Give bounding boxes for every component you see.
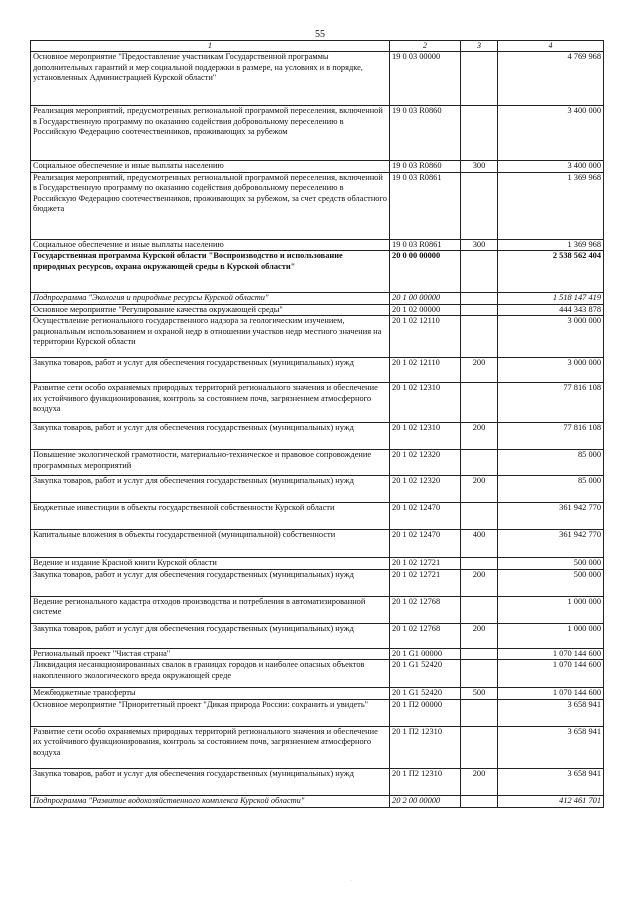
row-description: Ликвидация несанкционированных свалок в границах городов и наиболее опасных объектов накопленного экологического вреда окружающей среде [31,660,390,688]
row-description: Закупка товаров, работ и услуг для обеспечения государственных (муниципальных) нужд [31,768,390,795]
row-amount: 444 343 878 [498,304,604,316]
table-row [31,476,604,503]
table-row [31,172,604,239]
table-row [31,699,604,726]
row-amount: 361 942 770 [498,530,604,558]
row-expense-type [461,52,498,106]
row-amount: 1 070 144 600 [498,648,604,660]
row-code: 19 0 03 00000 [390,52,461,106]
row-amount: 361 942 770 [498,503,604,530]
row-amount: 3 658 941 [498,726,604,768]
table-row [31,530,604,558]
row-description: Реализация мероприятий, предусмотренных региональной программой переселения, включенной в Государственную программу по оказанию содействия добровольному переселению в Российскую Федерацию соотечественников, проживающих за рубежом [31,106,390,161]
row-description: Реализация мероприятий, предусмотренных региональной программой переселения, включенной в Государственную программу по оказанию содействия добровольному переселению в Российскую Федерацию соотечественников, проживающих за рубежом, за счет средств областного бюджета [31,172,390,239]
row-description: Закупка товаров, работ и услуг для обеспечения государственных (муниципальных) нужд [31,623,390,648]
row-expense-type [461,172,498,239]
row-expense-type [461,304,498,316]
row-description: Основное мероприятие "Предоставление участникам Государственной программы дополнительных гарантий и мер социальной поддержки в размере, на условиях и в порядке, установленных Администрацией Курской области" [31,52,390,106]
row-description: Развитие сети особо охраняемых природных территорий регионального значения и обеспечение их устойчивого функционирования, контроль за состоянием почв, загрязнением атмосферного воздуха [31,726,390,768]
row-description: Основное мероприятие "Приоритетный проект "Дикая природа России: сохранить и увидеть" [31,699,390,726]
table-row [31,688,604,700]
row-code: 20 1 02 12768 [390,623,461,648]
row-code: 20 1 П2 00000 [390,699,461,726]
row-description: Подпрограмма "Экология и природные ресурсы Курской области" [31,293,390,305]
header-col-2: 2 [390,41,461,52]
row-description: Социальное обеспечение и иные выплаты населению [31,161,390,173]
row-code: 19 0 03 R0861 [390,239,461,251]
row-expense-type: 200 [461,423,498,450]
row-amount: 77 816 108 [498,383,604,423]
row-expense-type [461,251,498,293]
row-code: 20 1 02 12310 [390,423,461,450]
row-expense-type: 200 [461,623,498,648]
row-expense-type: 500 [461,688,498,700]
row-amount: 1 070 144 600 [498,688,604,700]
table-row [31,304,604,316]
row-expense-type: 300 [461,161,498,173]
row-code: 20 1 G1 00000 [390,648,461,660]
row-description: Ведение и издание Красной книги Курской области [31,558,390,570]
row-code: 20 1 02 12721 [390,569,461,596]
row-description: Региональный проект "Чистая страна" [31,648,390,660]
row-code: 20 1 02 12470 [390,530,461,558]
row-amount: 85 000 [498,450,604,476]
row-description: Государственная программа Курской области "Воспроизводство и использование природных ресурсов, охрана окружающей среды в Курской области" [31,251,390,293]
table-row [31,251,604,293]
row-code: 20 2 00 00000 [390,795,461,807]
row-amount: 1 070 144 600 [498,660,604,688]
row-code: 20 0 00 00000 [390,251,461,293]
row-amount: 500 000 [498,569,604,596]
row-expense-type: 200 [461,358,498,383]
row-code: 20 1 02 12320 [390,476,461,503]
table-row [31,648,604,660]
row-code: 20 1 П2 12310 [390,768,461,795]
row-expense-type [461,726,498,768]
table-row [31,450,604,476]
row-expense-type [461,795,498,807]
table-row [31,660,604,688]
row-code: 20 1 02 12110 [390,316,461,358]
row-description: Закупка товаров, работ и услуг для обеспечения государственных (муниципальных) нужд [31,476,390,503]
table-row [31,106,604,161]
table-row [31,52,604,106]
row-code: 20 1 П2 12310 [390,726,461,768]
row-amount: 3 000 000 [498,358,604,383]
row-code: 20 1 G1 52420 [390,688,461,700]
row-description: Бюджетные инвестиции в объекты государственной собственности Курской области [31,503,390,530]
row-amount: 412 461 701 [498,795,604,807]
table-row [31,358,604,383]
row-description: Капитальные вложения в объекты государственной (муниципальной) собственности [31,530,390,558]
table-row [31,726,604,768]
table-row [31,239,604,251]
header-col-4: 4 [498,41,604,52]
row-expense-type [461,596,498,623]
row-expense-type [461,648,498,660]
header-col-1: 1 [31,41,390,52]
row-description: Развитие сети особо охраняемых природных территорий регионального значения и обеспечение их устойчивого функционирования, контроль за состоянием почв, загрязнением атмосферного воздуха [31,383,390,423]
row-expense-type: 200 [461,476,498,503]
row-expense-type [461,316,498,358]
table-row [31,596,604,623]
row-description: Закупка товаров, работ и услуг для обеспечения государственных (муниципальных) нужд [31,423,390,450]
row-expense-type: 200 [461,768,498,795]
row-description: Социальное обеспечение и иные выплаты населению [31,239,390,251]
row-amount: 1 000 000 [498,596,604,623]
table-row [31,503,604,530]
row-description: Осуществление регионального государственного надзора за геологическим изучением, рациональным использованием и охраной недр в отношении участков недр местного значения на территории Курской области [31,316,390,358]
row-description: Межбюджетные трансферты [31,688,390,700]
row-description: Закупка товаров, работ и услуг для обеспечения государственных (муниципальных) нужд [31,358,390,383]
row-expense-type [461,106,498,161]
row-code: 20 1 02 12721 [390,558,461,570]
row-amount: 3 400 000 [498,106,604,161]
row-amount: 3 400 000 [498,161,604,173]
table-row [31,569,604,596]
header-col-3: 3 [461,41,498,52]
row-amount: 4 769 968 [498,52,604,106]
row-amount: 3 658 941 [498,768,604,795]
row-amount: 2 538 562 404 [498,251,604,293]
row-code: 19 0 03 R0860 [390,106,461,161]
row-expense-type [461,293,498,305]
row-description: Повышение экологической грамотности, материально-техническое и правовое сопровождение программных мероприятий [31,450,390,476]
row-expense-type [461,699,498,726]
row-amount: 3 000 000 [498,316,604,358]
row-code: 20 1 02 12768 [390,596,461,623]
row-amount: 500 000 [498,558,604,570]
row-expense-type: 400 [461,530,498,558]
row-code: 20 1 02 12470 [390,503,461,530]
row-expense-type [461,503,498,530]
row-code: 20 1 02 12110 [390,358,461,383]
row-amount: 3 658 941 [498,699,604,726]
row-code: 19 0 03 R0861 [390,172,461,239]
row-expense-type: 200 [461,569,498,596]
row-code: 20 1 G1 52420 [390,660,461,688]
row-description: Закупка товаров, работ и услуг для обеспечения государственных (муниципальных) нужд [31,569,390,596]
page-number: 55 [315,29,325,40]
row-code: 20 1 02 12320 [390,450,461,476]
row-code: 20 1 02 12310 [390,383,461,423]
row-expense-type [461,660,498,688]
row-description: Основное мероприятие "Регулирование качества окружающей среды" [31,304,390,316]
row-code: 20 1 02 00000 [390,304,461,316]
row-description: Ведение регионального кадастра отходов производства и потребления в автоматизированной системе [31,596,390,623]
row-amount: 1 369 968 [498,239,604,251]
table-row [31,423,604,450]
scan-dot: · [350,878,352,884]
table-row [31,383,604,423]
row-expense-type: 300 [461,239,498,251]
budget-table [30,40,604,808]
row-amount: 1 518 147 419 [498,293,604,305]
row-code: 19 0 03 R0860 [390,161,461,173]
row-expense-type [461,450,498,476]
row-amount: 1 000 000 [498,623,604,648]
table-row [31,316,604,358]
table-row [31,623,604,648]
row-expense-type [461,558,498,570]
row-amount: 77 816 108 [498,423,604,450]
table-row [31,558,604,570]
row-amount: 85 000 [498,476,604,503]
table-header-row [31,41,604,52]
table-row [31,161,604,173]
table-row [31,293,604,305]
table-row [31,795,604,807]
row-expense-type [461,383,498,423]
table-row [31,768,604,795]
row-code: 20 1 00 00000 [390,293,461,305]
row-amount: 1 369 968 [498,172,604,239]
row-description: Подпрограмма "Развитие водохозяйственного комплекса Курской области" [31,795,390,807]
budget-table-body [31,41,604,808]
